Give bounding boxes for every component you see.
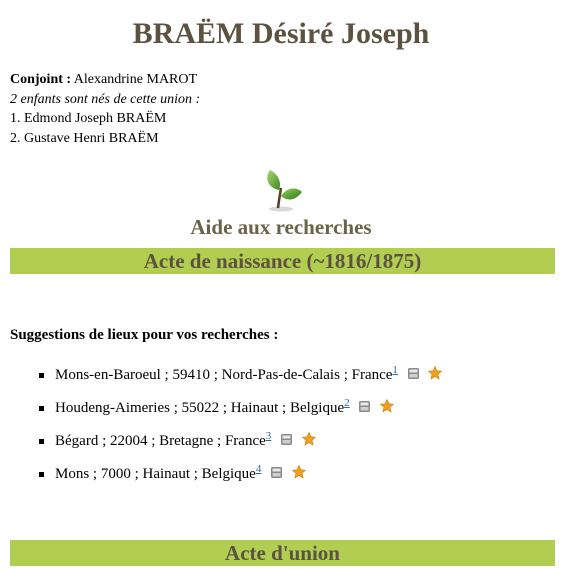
bullet-icon xyxy=(39,472,44,477)
star-icon[interactable] xyxy=(302,432,316,446)
star-icon[interactable] xyxy=(428,366,442,380)
page-title: BRAËM Désiré Joseph xyxy=(132,17,430,50)
aide-title: Aide aux recherches xyxy=(190,215,372,239)
star-icon[interactable] xyxy=(380,399,394,413)
archive-icon[interactable] xyxy=(280,433,293,446)
place-text: Mons ; 7000 ; Hainaut ; Belgique xyxy=(55,466,256,482)
archive-icon[interactable] xyxy=(358,400,371,413)
union-info xyxy=(10,70,562,148)
suggestions-title: Suggestions de lieux pour vos recherches : xyxy=(10,327,279,343)
bullet-icon xyxy=(39,373,44,378)
child-item: 2. Gustave Henri BRAËM xyxy=(10,130,159,146)
place-item xyxy=(55,399,562,432)
archive-icon[interactable] xyxy=(407,367,420,380)
leaf-icon xyxy=(258,166,304,212)
leaf-icon-container xyxy=(0,166,562,212)
place-text: Houdeng-Aimeries ; 55022 ; Hainaut ; Belgique xyxy=(55,400,345,416)
bullet-icon xyxy=(39,439,44,444)
places-list xyxy=(0,366,562,498)
place-item xyxy=(55,465,562,498)
spouse-label: Conjoint : xyxy=(10,72,72,87)
union-act-header: Acte d'union xyxy=(10,540,555,566)
bullet-icon xyxy=(39,406,44,411)
footnote-link[interactable]: 4 xyxy=(255,463,262,475)
star-icon[interactable] xyxy=(292,465,306,479)
place-item xyxy=(55,366,562,399)
children-note: 2 enfants sont nés de cette union : xyxy=(10,91,201,107)
spouse-name: Alexandrine MAROT xyxy=(73,72,198,87)
birth-act-header: Acte de naissance (~1816/1875) xyxy=(10,248,555,274)
place-text: Mons-en-Baroeul ; 59410 ; Nord-Pas-de-Calais ; France xyxy=(55,367,393,383)
footnote-link[interactable]: 1 xyxy=(392,364,398,376)
child-item: 1. Edmond Joseph BRAËM xyxy=(10,111,167,126)
spouse-line xyxy=(10,70,562,90)
footnote-link[interactable]: 2 xyxy=(344,397,350,409)
archive-icon[interactable] xyxy=(270,466,283,479)
place-item xyxy=(55,432,562,465)
footnote-link[interactable]: 3 xyxy=(265,430,272,442)
place-text: Bégard ; 22004 ; Bretagne ; France xyxy=(55,433,266,449)
